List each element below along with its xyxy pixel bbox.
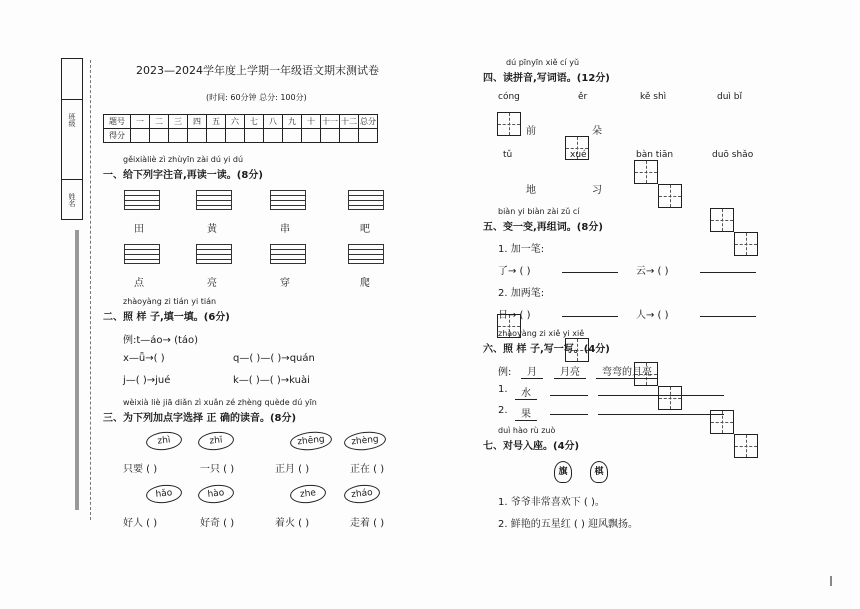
score-blank[interactable] (302, 129, 321, 143)
pinyin-label: kě shì (640, 92, 667, 102)
sec3-item: 一只 ( ) (200, 464, 235, 475)
sec3-item: 走着 ( ) (350, 518, 385, 529)
leaf-option: hǎo (145, 483, 183, 505)
score-table-header-row (104, 115, 378, 129)
sec7-q2: 2. 鲜艳的五星红 ( ) 迎风飘扬。 (498, 519, 639, 530)
given-char: 朵 (592, 126, 602, 137)
sec6-example-label: 例: (498, 367, 512, 378)
sec5-sub2: 2. 加两笔: (498, 288, 545, 299)
exam-title: 2023—2024学年度上学期一年级语文期末测试卷 (136, 64, 379, 77)
char: 爬 (360, 278, 370, 289)
sec6-example: 月 (521, 363, 543, 379)
tianzige-box[interactable] (658, 386, 682, 410)
score-cell: 五 (207, 115, 226, 129)
score-cell: 九 (283, 115, 302, 129)
name-label: 姓名 (62, 179, 82, 220)
binding-bar (75, 230, 79, 510)
score-blank[interactable] (226, 129, 245, 143)
score-blank[interactable] (359, 129, 378, 143)
sec2-q1b: q—( )—( )→quán (233, 353, 315, 364)
score-cell: 四 (188, 115, 207, 129)
sec3-item: 正在 ( ) (350, 464, 385, 475)
sec6-title: 六、照 样 子,写一写。(4分) (483, 344, 610, 355)
char: 田 (134, 224, 144, 235)
score-blank[interactable] (188, 129, 207, 143)
tianzige-box[interactable] (497, 112, 521, 136)
tianzige-box[interactable] (710, 208, 734, 232)
sec1-pinyin: gěixiàliè zì zhùyīn zài dú yi dú (123, 155, 244, 164)
score-cell: 一 (131, 115, 150, 129)
sec6-example: 月亮 (554, 363, 586, 379)
sec2-pinyin: zhàoyàng zi tián yi tián (123, 297, 217, 306)
writing-box[interactable] (196, 190, 232, 210)
pinyin-label: ěr (578, 92, 588, 102)
pinyin-label: bàn tiān (636, 150, 674, 160)
sec6-example: 弯弯的月亮 (596, 363, 658, 379)
sec5-item: 云→ ( ) (636, 266, 669, 277)
pinyin-label: cóng (498, 92, 520, 102)
binding-line (90, 60, 91, 520)
writing-box[interactable] (124, 244, 160, 264)
answer-line[interactable] (562, 272, 618, 273)
sec6-q1-char: 水 (515, 384, 537, 400)
char: 穿 (280, 278, 290, 289)
sec6-q2-char: 果 (515, 405, 537, 421)
writing-box[interactable] (124, 190, 160, 210)
char: 点 (134, 278, 144, 289)
leaf-option: zhe (289, 483, 327, 505)
score-cell: 七 (245, 115, 264, 129)
writing-box[interactable] (348, 244, 384, 264)
sec5-sub1: 1. 加一笔: (498, 244, 545, 255)
pinyin-label: xué (570, 150, 587, 160)
score-blank[interactable] (283, 129, 302, 143)
sec3-pinyin: wèixià liè jiā diǎn zì xuǎn zé zhèng quède dú yīn (123, 398, 317, 407)
sec3-title: 三、为下列加点字选择 正 确的读音。(8分) (103, 413, 297, 424)
score-blank[interactable] (207, 129, 226, 143)
option-char: 棋 (590, 461, 608, 483)
sec7-title: 七、对号入座。(4分) (483, 441, 580, 452)
score-cell: 十一 (321, 115, 340, 129)
sec6-pinyin: zhàoyàng zi xiě yi xiě (498, 329, 585, 338)
writing-box[interactable] (270, 244, 306, 264)
score-blank[interactable] (264, 129, 283, 143)
class-label: 班级 (62, 99, 82, 140)
pinyin-label: tǔ (503, 150, 513, 160)
answer-line[interactable] (550, 414, 588, 415)
answer-line[interactable] (700, 272, 756, 273)
binding-strip (61, 58, 83, 220)
sec7-q1: 1. 爷爷非常喜欢下 ( )。 (498, 497, 605, 508)
score-blank[interactable] (150, 129, 169, 143)
sec2-q1a: x—ǖ→( ) (123, 353, 165, 364)
sec4-title: 四、读拼音,写词语。(12分) (483, 73, 610, 84)
given-char: 习 (592, 185, 602, 196)
score-blank[interactable] (340, 129, 359, 143)
sec5-item: 了→ ( ) (498, 266, 531, 277)
pinyin-label: duì bǐ (717, 92, 742, 102)
answer-line[interactable] (550, 395, 588, 396)
tianzige-box[interactable] (658, 184, 682, 208)
answer-line[interactable] (598, 395, 724, 396)
sec6-q2: 2. (498, 405, 508, 416)
answer-line[interactable] (562, 316, 618, 317)
sec5-title: 五、变一变,再组词。(8分) (483, 222, 603, 233)
writing-box[interactable] (196, 244, 232, 264)
char: 亮 (207, 278, 217, 289)
given-char: 地 (526, 185, 536, 196)
sec7-pinyin: duì hào rù zuò (498, 426, 556, 435)
score-cell: 总分 (359, 115, 378, 129)
sec3-item: 正月 ( ) (275, 464, 310, 475)
leaf-option: zháo (343, 483, 381, 505)
char: 吧 (360, 224, 370, 235)
leaf-option: zhī (197, 430, 235, 452)
tianzige-box[interactable] (634, 160, 658, 184)
sec2-example: 例:t—áo→ (táo) (123, 335, 199, 346)
sec4-pinyin: dú pīnyīn xiě cí yǔ (506, 58, 580, 67)
score-table (103, 114, 378, 143)
score-blank[interactable] (245, 129, 264, 143)
pinyin-label: duō shǎo (712, 150, 754, 160)
score-cell: 三 (169, 115, 188, 129)
sec6-q1: 1. (498, 384, 508, 395)
score-cell: 题号 (104, 115, 131, 129)
writing-box[interactable] (270, 190, 306, 210)
sec1-title: 一、给下列字注音,再读一读。(8分) (103, 170, 263, 181)
score-row-label: 得分 (104, 129, 131, 143)
score-cell: 八 (264, 115, 283, 129)
leaf-option: hào (197, 483, 235, 505)
exam-subtitle: (时间: 60分钟 总分: 100分) (206, 93, 307, 102)
score-cell: 十二 (340, 115, 359, 129)
score-blank[interactable] (131, 129, 150, 143)
score-blank[interactable] (169, 129, 188, 143)
edge-mark (830, 576, 832, 586)
sec5-item: 人→ ( ) (636, 310, 669, 321)
sec3-item: 好人 ( ) (123, 518, 158, 529)
sec2-q2b: k—( )—( )→kuài (233, 375, 310, 386)
char: 串 (280, 224, 290, 235)
char: 黄 (207, 224, 217, 235)
answer-line[interactable] (700, 316, 756, 317)
leaf-option: zhì (145, 430, 183, 452)
sec5-item: 日→ ( ) (498, 310, 531, 321)
leaf-option: zhèng (343, 430, 387, 452)
sec5-pinyin: biàn yi biàn zài zǔ cí (498, 207, 580, 216)
sec3-item: 只要 ( ) (123, 464, 158, 475)
leaf-option: zhēng (289, 430, 333, 452)
tianzige-box[interactable] (734, 434, 758, 458)
sec2-title: 二、照 样 子,填一填。(6分) (103, 312, 230, 323)
option-char: 旗 (554, 461, 572, 483)
sec3-item: 着火 ( ) (275, 518, 310, 529)
answer-line[interactable] (598, 414, 724, 415)
score-table-score-row (104, 129, 378, 143)
given-char: 前 (526, 126, 536, 137)
score-cell: 六 (226, 115, 245, 129)
sec2-q2a: j—( )→jué (123, 375, 171, 386)
score-blank[interactable] (321, 129, 340, 143)
sec3-item: 好奇 ( ) (200, 518, 235, 529)
tianzige-box[interactable] (734, 232, 758, 256)
writing-box[interactable] (348, 190, 384, 210)
score-cell: 二 (150, 115, 169, 129)
score-cell: 十 (302, 115, 321, 129)
